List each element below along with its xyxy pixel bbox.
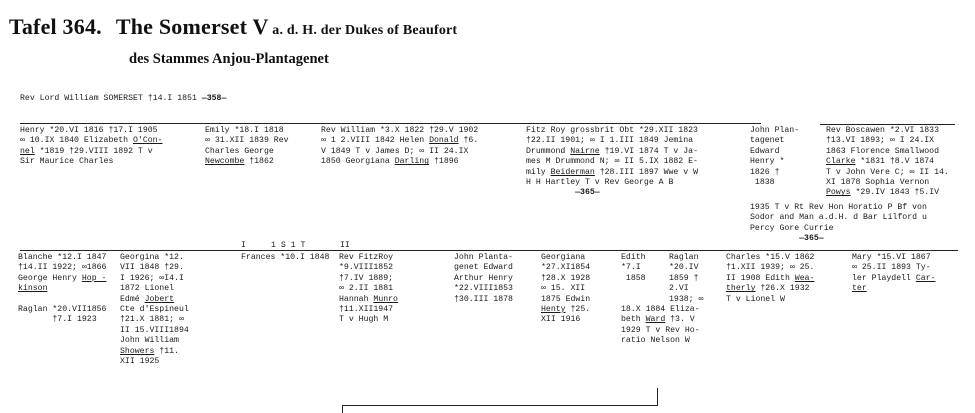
entry-line: Georgina *12. <box>120 253 184 262</box>
root-name: Rev Lord William SOMERSET †14.I 1851 <box>20 94 202 103</box>
surname: Darling <box>394 157 430 167</box>
gen1-entry-henry <box>20 126 163 168</box>
entry-line: II 1908 Edith Wea- <box>726 273 815 283</box>
entry-line: †21.X 1881; ∞ <box>120 315 184 325</box>
entry-line: Newcombe †1862 <box>205 157 274 167</box>
entry-line: Blanche *12.I 1847 <box>18 253 107 262</box>
entry-line: T v John Vere C; ∞ II 14. <box>826 167 949 177</box>
surname: Powys <box>826 188 851 198</box>
page-title <box>9 14 457 40</box>
entry-line: Raglan *20.VII1856 <box>18 305 107 315</box>
entry-line: ∞ 15. XII <box>541 284 586 294</box>
entry-line: Emily *18.I 1818 <box>205 126 284 135</box>
surname: Hop - <box>81 273 107 283</box>
gen2-entry-blanche <box>18 253 106 326</box>
entry-line: genet Edward <box>454 263 513 273</box>
entry-line: Henry * <box>750 157 785 167</box>
entry-line: H H Hartley T v Rev George A B <box>526 178 674 188</box>
entry-line: †7.IV 1889; <box>339 273 394 283</box>
gen2-entry-charles <box>726 253 814 305</box>
entry-line: ∞ 31.XII 1839 Rev <box>205 136 289 146</box>
entry-line: George Henry Hop - <box>18 273 107 283</box>
root-reference: —358— <box>201 94 227 103</box>
entry-line: 1850 Georgiana Darling †1896 <box>321 157 459 167</box>
entry-line: 1859 † <box>669 273 699 283</box>
surname: Ward <box>645 315 666 325</box>
entry-line: V 1849 T v James D; ∞ II 24.IX <box>321 146 469 156</box>
entry-line: Edward <box>750 146 780 156</box>
descent-bracket-left <box>342 405 343 413</box>
entry-line: Hannah Munro <box>339 294 398 304</box>
entry-line: Rev FitzRoy <box>339 253 394 262</box>
entry-line: 1929 T v Rev Ho- <box>621 325 700 335</box>
surname: Beiderman <box>550 167 595 177</box>
surname: ter <box>852 284 867 294</box>
entry-line: T v Hugh M <box>339 315 389 325</box>
entry-line: 1875 Edwin <box>541 294 591 304</box>
surname: therly <box>726 284 756 294</box>
surname: Donald <box>429 136 459 146</box>
entry-line: ratio Nelson W <box>621 336 690 346</box>
entry-line: ∞ 10.IX 1840 Elizabeth O'Con- <box>20 136 163 146</box>
entry-line: 1938; ∞ <box>669 294 704 304</box>
entry-line: 1935 T v Rt Rev Hon Horatio P Bf von <box>750 203 927 212</box>
entry-line: Drummond Nairne †19.VI 1874 T v Ja- <box>526 146 698 156</box>
surname: Munro <box>373 294 398 304</box>
title-rest: a. d. H. der Dukes of Beaufort <box>268 23 458 38</box>
entry-line: therly †26.X 1932 <box>726 284 810 294</box>
cross-reference: —365— <box>526 188 600 198</box>
entry-line <box>18 284 106 294</box>
gen2-entry-georgina <box>120 253 189 367</box>
surname: Clarke <box>826 157 856 167</box>
entry-line: XII 1925 <box>120 357 160 367</box>
entry-line: Edith <box>621 253 646 262</box>
entry-line: *22.VIII1853 <box>454 284 513 294</box>
table-number: Tafel 364. <box>9 14 102 39</box>
gen2-connector-line <box>20 250 958 251</box>
entry-line <box>18 295 106 305</box>
gen2-entry-john-plantagenet <box>454 253 513 305</box>
surname: Car- <box>915 273 936 283</box>
entry-line: Henry *20.VI 1816 †17.I 1905 <box>20 126 158 135</box>
entry-line: II 15.VIII1894 <box>120 325 189 335</box>
gen1-entry-fitzroy <box>526 126 698 199</box>
entry-line: Percy Gore Currie <box>750 223 834 233</box>
entry-line: Henty †25. <box>541 305 591 315</box>
entry-line: 2.VI <box>669 284 689 294</box>
descent-bracket-line <box>342 405 658 406</box>
gen2-entry-frances <box>241 253 329 263</box>
surname: Showers <box>120 346 155 356</box>
entry-line: ler Playdell Car- <box>852 273 936 283</box>
generation-mark-1: I <box>241 241 246 250</box>
entry-line: tagenet <box>750 136 785 146</box>
gen1-entry-emily <box>205 126 289 168</box>
entry-line: *27.XI1854 <box>541 263 591 273</box>
entry-line: Clarke *1831 †8.V 1874 <box>826 157 935 167</box>
entry-line: John Planta- <box>454 253 513 262</box>
surname: kinson <box>18 284 48 294</box>
surname: Nairne <box>570 146 600 156</box>
entry-line: Raglan <box>669 253 699 262</box>
surname: Wea- <box>794 273 815 283</box>
entry-line: John William <box>120 336 179 346</box>
entry-line: †1.XII 1939; ∞ 25. <box>726 263 815 273</box>
generation-mark-1st: 1 S 1 T <box>271 241 306 250</box>
entry-line: 1858 <box>621 273 646 283</box>
entry-line: ∞ 25.II 1893 Ty- <box>852 263 931 273</box>
entry-line: XI 1878 Sophia Vernon <box>826 178 930 188</box>
entry-line: 1863 Florence Smallwood <box>826 146 940 156</box>
entry-line: Showers †11. <box>120 346 179 356</box>
gen1-entry-william <box>321 126 478 168</box>
entry-line: †22.II 1901; ∞ I 1.III 1849 Jemina <box>526 136 694 146</box>
entry-line: †28.X 1928 <box>541 273 591 283</box>
entry-line: XII 1916 <box>541 315 581 325</box>
surname: Newcombe <box>205 157 245 167</box>
title-main: The Somerset V <box>115 14 269 39</box>
entry-line: †7.I 1923 <box>18 315 97 325</box>
entry-line: VII 1848 †29. <box>120 263 184 273</box>
entry-line: Charles *15.V 1862 <box>726 253 815 262</box>
entry-line: beth Ward †3. V <box>621 315 695 325</box>
entry-line: Sir Maurice Charles <box>20 157 114 167</box>
entry-line: †14.II 1922; ∞1866 <box>18 263 107 273</box>
cross-reference: —365— <box>750 234 824 244</box>
entry-line: 1826 † <box>750 167 780 177</box>
entry-line: I 1926; ∞I4.I <box>120 273 184 283</box>
entry-line: 18.X 1884 Eliza- <box>621 305 700 315</box>
gen2-entry-rev-fitzroy <box>339 253 398 326</box>
entry-line: Mary *15.VI 1867 <box>852 253 931 262</box>
gen1-entry-john <box>750 126 799 188</box>
entry-line: †11.XII1947 <box>339 305 394 315</box>
generation-mark-2: II <box>340 241 350 250</box>
entry-line: Frances *10.I 1848 <box>241 253 330 262</box>
descent-bracket-right <box>657 388 658 406</box>
entry-line: *9.VIII1852 <box>339 263 394 273</box>
entry-line: mes M Drummond N; ∞ II 5.IX 1882 E- <box>526 157 698 167</box>
gen2-entry-georgiana <box>541 253 590 326</box>
entry-line: mily Beiderman †28.III 1897 Wwe v W <box>526 167 698 177</box>
entry-line: †13.VI 1893; ∞ I 24.IX <box>826 136 935 146</box>
entry-line: Fitz Roy grossbrit Obt *29.XII 1823 <box>526 126 698 135</box>
gen2-entry-mary <box>852 253 936 295</box>
entry-line: Charles George <box>205 146 274 156</box>
entry-line: 1872 Lionel <box>120 284 175 294</box>
entry-line: Arthur Henry <box>454 273 513 283</box>
page-subtitle: des Stammes Anjou-Plantagenet <box>129 51 329 67</box>
entry-line: *20.IV <box>669 263 699 273</box>
gen1-entry-boscawen <box>826 126 949 199</box>
entry-line: Edmé Jobert <box>120 294 175 304</box>
gen1-connector-line <box>20 123 761 124</box>
entry-line: nel *1819 †29.VIII 1892 T v <box>20 146 153 156</box>
entry-line: Rev William *3.X 1822 †29.V 1902 <box>321 126 479 135</box>
entry-line: T v Lionel W <box>726 294 785 304</box>
entry-line: Powys *29.IV 1843 †5.IV <box>826 188 940 198</box>
entry-line: Rev Boscawen *2.VI 1833 <box>826 126 940 135</box>
entry-line: Cte d'Espineul <box>120 305 189 315</box>
entry-line: *7.I <box>621 263 641 273</box>
root-entry <box>20 94 226 104</box>
surname: nel <box>20 146 35 156</box>
gen2-entry-raglan <box>669 253 703 305</box>
entry-line: †30.III 1878 <box>454 294 513 304</box>
gen1-entry-boscawen-cont <box>750 203 927 245</box>
surname: Jobert <box>144 294 175 304</box>
gen1-connector-line-right <box>820 124 955 125</box>
entry-line <box>852 284 936 294</box>
entry-line: Georgiana <box>541 253 586 262</box>
surname: Henty <box>541 305 566 315</box>
entry-line: John Plan- <box>750 126 800 135</box>
entry-line: ∞ 2.II 1881 <box>339 284 394 294</box>
entry-line: 1838 <box>750 178 775 188</box>
entry-line: ∞ 1 2.VIII 1842 Helen Donald †6. <box>321 136 479 146</box>
entry-line: Sodor and Man a.d.H. d Bar Lilford u <box>750 213 927 223</box>
surname: O'Con- <box>133 136 163 146</box>
